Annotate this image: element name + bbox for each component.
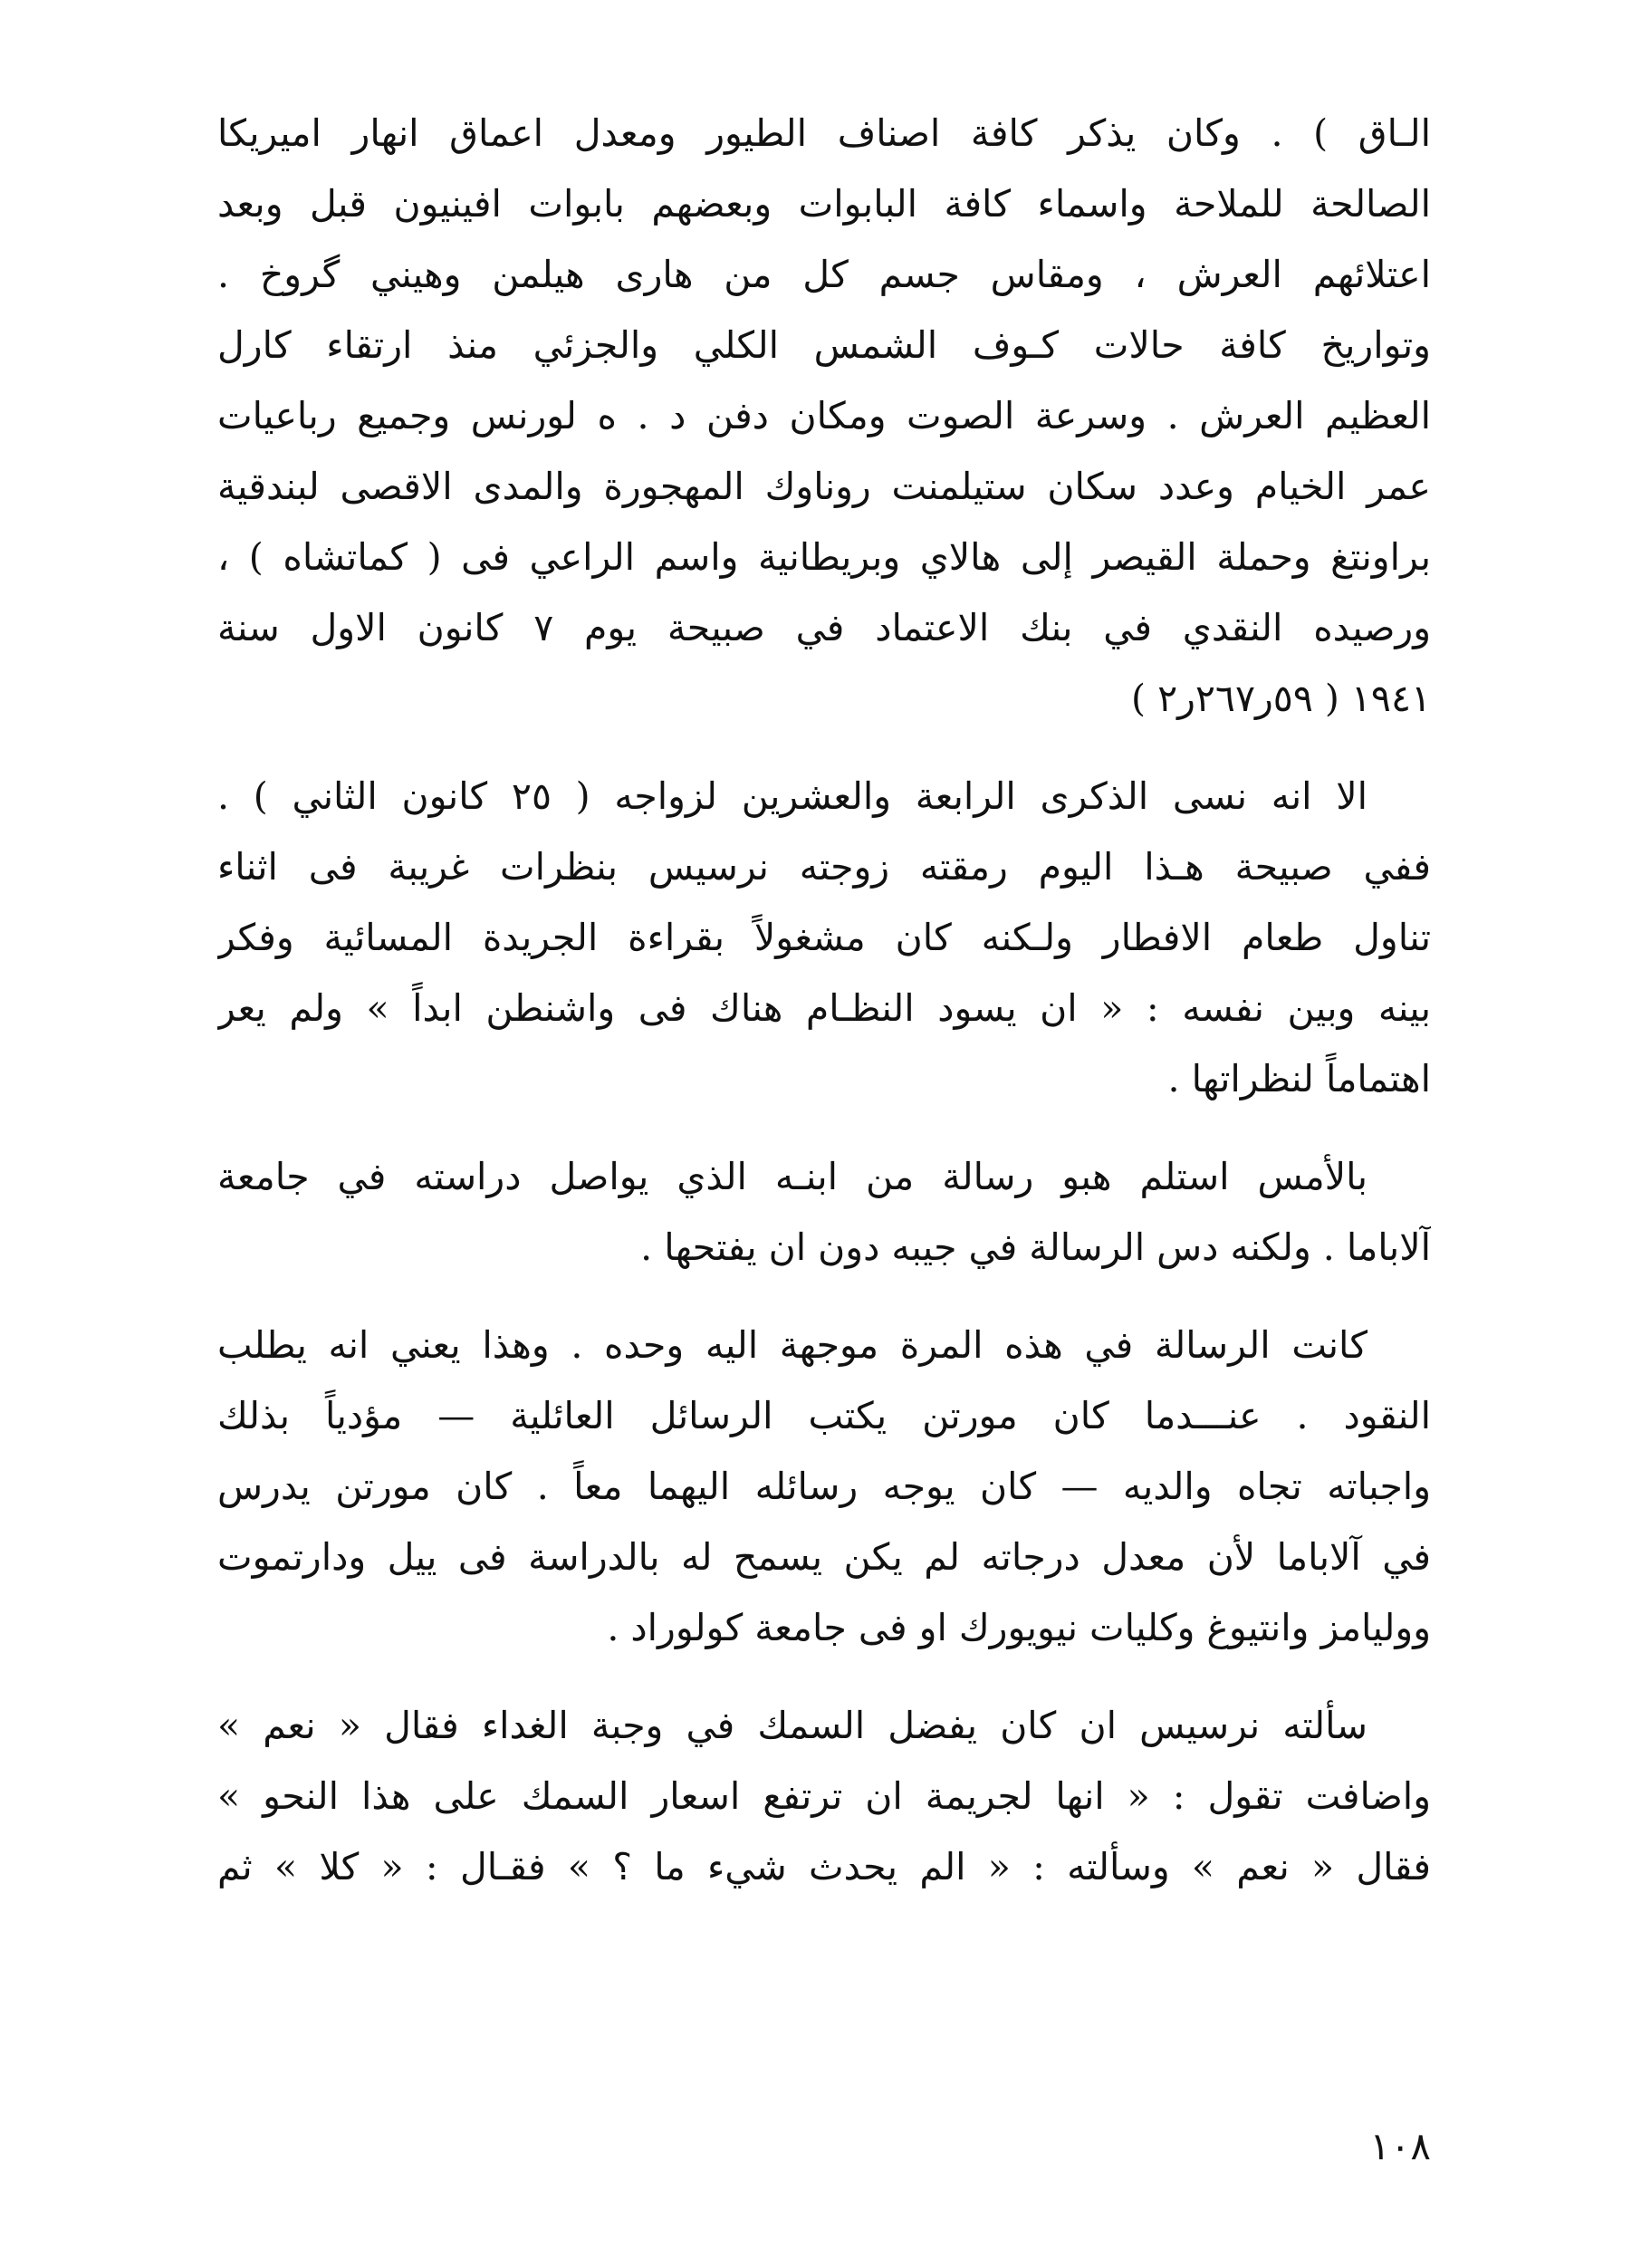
- text-line: سألته نرسيس ان كان يفضل السمك في وجبة الغداء فقال « نعم »: [217, 1704, 1368, 1747]
- paragraph-1: [217, 98, 1431, 734]
- text-line: اهتماماً لنظراتها .: [1167, 1057, 1431, 1100]
- text-line: ووليامز وانتيوغ وكليات نيويورك او فى جامعة كولوراد .: [607, 1606, 1431, 1649]
- text-line: كانت الرسالة في هذه المرة موجهة اليه وحده . وهذا يعني انه يطلب: [217, 1323, 1368, 1367]
- text-line: النقود . عنـــدما كان مورتن يكتب الرسائل العائلية — مؤدياً بذلك: [217, 1394, 1431, 1437]
- text-line: وتواريخ كافة حالات كـوف الشمس الكلي والجزئي منذ ارتقاء كارل: [217, 323, 1431, 367]
- paragraph-4: [217, 1310, 1431, 1663]
- text-line: في آلاباما لأن معدل درجاته لم يكن يسمح له بالدراسة فى ييل ودارتموت: [217, 1535, 1431, 1579]
- text-line: الصالحة للملاحة واسماء كافة البابوات وبعضهم بابوات افينيون قبل وبعد: [217, 182, 1431, 226]
- text-line: واجباته تجاه والديه — كان يوجه رسائله اليهما معاً . كان مورتن يدرس: [217, 1465, 1431, 1508]
- text-line: بالأمس استلم هبو رسالة من ابنـه الذي يواصل دراسته في جامعة: [217, 1155, 1368, 1198]
- text-line: ورصيده النقدي في بنك الاعتماد في صبيحة يوم ٧ كانون الاول سنة: [217, 606, 1431, 649]
- text-line: الـاق ) . وكان يذكر كافة اصناف الطيور ومعدل اعماق انهار اميريكا: [217, 111, 1431, 155]
- text-line: العظيم العرش . وسرعة الصوت ومكان دفن د . ه لورنس وجميع رباعيات: [217, 394, 1431, 437]
- page-number: ١٠٨: [1369, 2124, 1431, 2168]
- text-line: آلاباما . ولكنه دس الرسالة في جيبه دون ان يفتحها .: [640, 1225, 1431, 1269]
- text-line: بينه وبين نفسه : « ان يسود النظـام هناك فى واشنطن ابداً » ولم يعر: [217, 986, 1431, 1030]
- text-line: عمر الخيام وعدد سكان ستيلمنت روناوك المهجورة والمدى الاقصى لبندقية: [217, 465, 1431, 508]
- text-line: ففي صبيحة هـذا اليوم رمقته زوجته نرسيس بنظرات غريبة فى اثناء: [217, 845, 1431, 889]
- text-line: فقال « نعم » وسألته : « الم يحدث شيء ما ؟ » فقـال : « كلا » ثم: [217, 1845, 1431, 1888]
- text-line: الا انه نسى الذكرى الرابعة والعشرين لزواجه ( ٢٥ كانون الثاني ) .: [217, 774, 1368, 818]
- paragraph-3: [217, 1141, 1431, 1283]
- paragraph-2: [217, 761, 1431, 1114]
- paragraph-5: [217, 1690, 1431, 1902]
- text-line: واضافت تقول : « انها لجريمة ان ترتفع اسعار السمك على هذا النحو »: [217, 1774, 1431, 1818]
- text-line: ١٩٤١ ( ٥٩ر٢٦٧ر٢ ): [1131, 677, 1431, 720]
- text-line: اعتلائهم العرش ، ومقاس جسم كل من هارى هيلمن وهيني گروخ .: [217, 253, 1431, 296]
- text-line: تناول طعام الافطار ولـكنه كان مشغولاً بقراءة الجريدة المسائية وفكر: [217, 916, 1431, 959]
- text-line: براونتغ وحملة القيصر إلى هالاي وبريطانية واسم الراعي فى ( كماتشاه ) ،: [217, 535, 1431, 579]
- body-text: [217, 98, 1431, 1902]
